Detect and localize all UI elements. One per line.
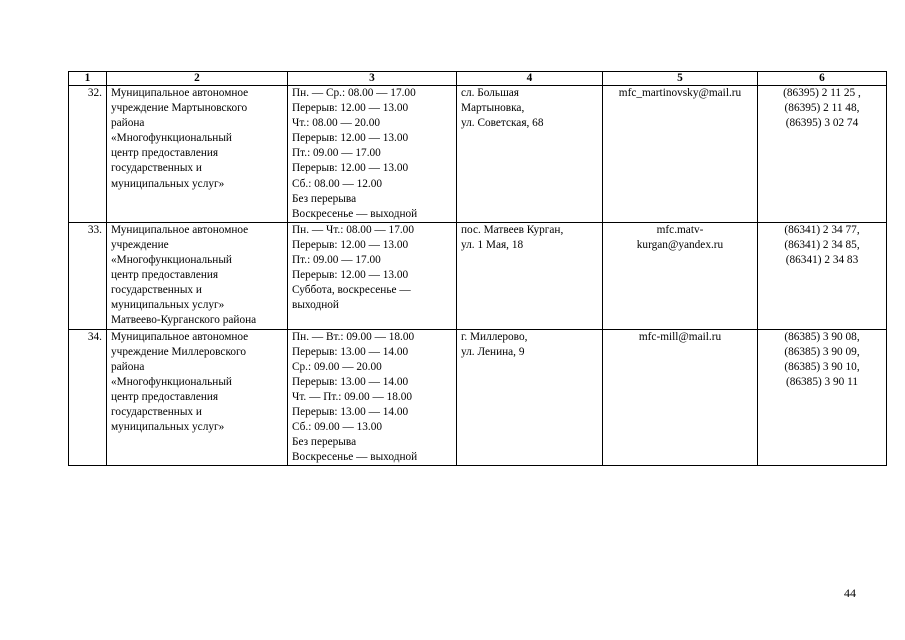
organization-line: Матвеево-Курганского района: [111, 314, 257, 327]
schedule-line: Воскресенье — выходной: [292, 451, 418, 464]
organization-line: учреждение Мартыновского: [111, 102, 248, 115]
schedule-line: Перерыв: 13.00 — 14.00: [292, 375, 409, 388]
address-line: ул. 1 Мая, 18: [461, 238, 524, 251]
organization-cell: [107, 86, 288, 223]
phone-line: (86385) 3 90 11: [785, 375, 859, 388]
schedule-line: Суббота, воскресенье —: [292, 284, 411, 297]
column-header: 6: [758, 72, 887, 86]
email-cell: [603, 329, 758, 466]
phone-line: (86395) 2 11 48,: [784, 102, 860, 115]
organization-line: государственных и: [111, 405, 202, 418]
schedule-line: Перерыв: 12.00 — 13.00: [292, 269, 409, 282]
organization-line: района: [111, 360, 145, 373]
schedule-line: Перерыв: 12.00 — 13.00: [292, 132, 409, 145]
address-cell: [457, 222, 603, 329]
schedule-cell: [288, 86, 457, 223]
schedule-line: Без перерыва: [292, 192, 357, 205]
table-header-row: [69, 72, 887, 86]
phone-line: (86341) 2 34 85,: [784, 238, 860, 251]
organization-line: Муниципальное автономное: [111, 223, 249, 236]
schedule-line: Пн. — Чт.: 08.00 — 17.00: [292, 223, 414, 236]
phone-line: (86385) 3 90 10,: [784, 360, 860, 373]
schedule-cell: [288, 222, 457, 329]
page-number: 44: [844, 586, 856, 600]
organization-line: «Многофункциональный: [111, 375, 232, 388]
organization-line: муниципальных услуг»: [111, 421, 225, 434]
organization-line: центр предоставления: [111, 269, 219, 282]
row-number-cell: 32.: [69, 86, 107, 223]
phone-line: (86395) 2 11 25 ,: [783, 87, 861, 99]
table-row: [69, 222, 887, 329]
organization-line: Муниципальное автономное: [111, 87, 249, 99]
mfc-registry-table: [68, 71, 887, 466]
address-line: ул. Советская, 68: [461, 117, 544, 130]
phone-line: (86395) 3 02 74: [785, 117, 859, 130]
phone-line: (86341) 2 34 77,: [784, 223, 860, 236]
organization-line: района: [111, 117, 145, 130]
address-line: сл. Большая: [461, 87, 519, 99]
email-line: mfc.matv-: [656, 223, 704, 236]
organization-cell: [107, 222, 288, 329]
organization-line: центр предоставления: [111, 390, 219, 403]
organization-line: муниципальных услуг»: [111, 299, 225, 312]
address-cell: [457, 329, 603, 466]
email-line: kurgan@yandex.ru: [636, 238, 724, 251]
phone-line: (86385) 3 90 09,: [784, 345, 860, 358]
row-number-cell: 33.: [69, 222, 107, 329]
address-line: ул. Ленина, 9: [461, 345, 525, 358]
schedule-line: Перерыв: 12.00 — 13.00: [292, 102, 409, 115]
schedule-line: Перерыв: 13.00 — 14.00: [292, 405, 409, 418]
organization-line: государственных и: [111, 162, 202, 175]
address-line: г. Миллерово,: [461, 330, 528, 343]
phone-line: (86385) 3 90 08,: [784, 330, 860, 343]
organization-line: «Многофункциональный: [111, 132, 232, 145]
schedule-line: Сб.: 08.00 — 12.00: [292, 177, 382, 190]
column-header: 4: [457, 72, 603, 86]
schedule-line: Ср.: 09.00 — 20.00: [292, 360, 382, 373]
table-row: [69, 329, 887, 466]
schedule-line: Чт.: 08.00 — 20.00: [292, 117, 380, 130]
email-line: mfc-mill@mail.ru: [638, 330, 722, 343]
schedule-line: Перерыв: 12.00 — 13.00: [292, 238, 409, 251]
phone-cell: [758, 222, 887, 329]
schedule-line: Пт.: 09.00 — 17.00: [292, 147, 381, 160]
schedule-cell: [288, 329, 457, 466]
schedule-line: Пн. — Вт.: 09.00 — 18.00: [292, 330, 415, 343]
organization-line: центр предоставления: [111, 147, 219, 160]
schedule-line: Пн. — Ср.: 08.00 — 17.00: [292, 87, 416, 99]
organization-line: учреждение Миллеровского: [111, 345, 247, 358]
address-line: пос. Матвеев Курган,: [461, 223, 564, 236]
schedule-line: выходной: [292, 299, 339, 312]
organization-cell: [107, 329, 288, 466]
schedule-line: Без перерыва: [292, 436, 357, 449]
phone-cell: [758, 329, 887, 466]
organization-line: государственных и: [111, 284, 202, 297]
email-cell: [603, 222, 758, 329]
schedule-line: Пт.: 09.00 — 17.00: [292, 254, 381, 267]
organization-line: Муниципальное автономное: [111, 330, 249, 343]
organization-line: муниципальных услуг»: [111, 177, 225, 190]
row-number-cell: 34.: [69, 329, 107, 466]
table-row: [69, 86, 887, 223]
column-header: 3: [288, 72, 457, 86]
schedule-line: Чт. — Пт.: 09.00 — 18.00: [292, 390, 413, 403]
phone-line: (86341) 2 34 83: [785, 254, 859, 267]
column-header: 5: [603, 72, 758, 86]
schedule-line: Сб.: 09.00 — 13.00: [292, 421, 382, 434]
address-line: Мартыновка,: [461, 102, 525, 115]
table-body: [69, 86, 887, 466]
organization-line: «Многофункциональный: [111, 254, 232, 267]
organization-line: учреждение: [111, 238, 169, 251]
email-cell: [603, 86, 758, 223]
schedule-line: Перерыв: 12.00 — 13.00: [292, 162, 409, 175]
schedule-line: Воскресенье — выходной: [292, 207, 418, 220]
address-cell: [457, 86, 603, 223]
column-header: 1: [69, 72, 107, 86]
schedule-line: Перерыв: 13.00 — 14.00: [292, 345, 409, 358]
email-line: mfc_martinovsky@mail.ru: [618, 87, 742, 99]
phone-cell: [758, 86, 887, 223]
column-header: 2: [107, 72, 288, 86]
